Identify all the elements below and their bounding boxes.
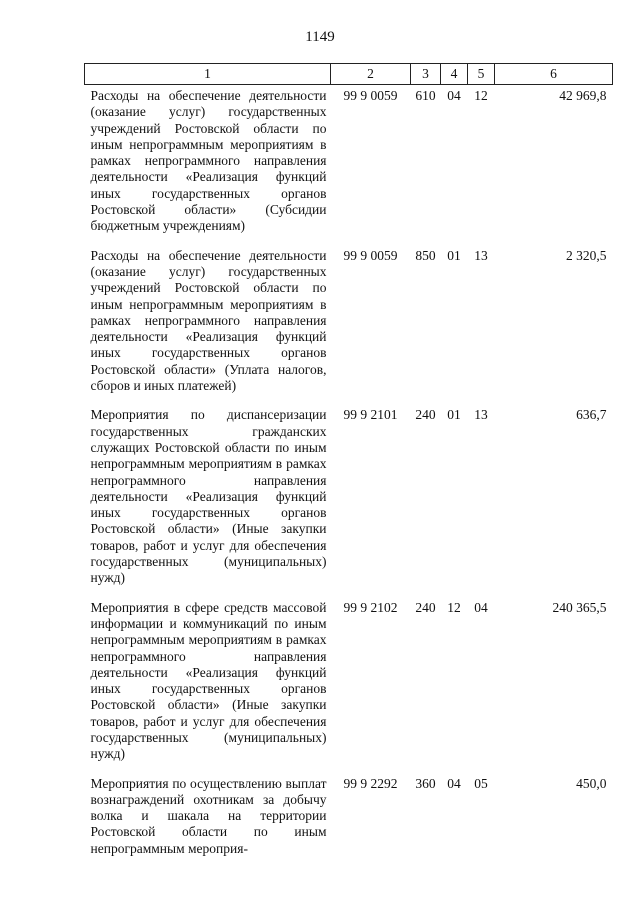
row-col3: 360 [415, 775, 436, 791]
row-col4: 01 [447, 407, 461, 423]
row-target-code: 99 9 2101 [343, 407, 398, 423]
table-row [85, 773, 613, 867]
row-amount: 240 365,5 [552, 599, 607, 615]
row-col5: 04 [474, 599, 488, 615]
row-target-code: 99 9 0059 [343, 88, 398, 103]
row-col4: 04 [447, 88, 461, 103]
table-row [85, 597, 613, 773]
row-col5: 05 [474, 775, 488, 791]
row-description: Мероприятия по осуществлению выплат вознаграждений охотникам за добычу волка и шакала на территории Ростовской области по иным непрограммным мероприя- [90, 775, 327, 856]
row-description: Расходы на обеспечение деятельности (оказание услуг) государственных учреждений Ростовской области по иным непрограммным мероприятиям в рамках непрограммного направления деятельности «Реализация функций иных государственных органов Ростовской области» (Субсидии бюджетным учреждениям) [90, 88, 327, 234]
budget-table [84, 63, 613, 867]
table-header-row [85, 64, 613, 85]
row-description: Мероприятия в сфере средств массовой информации и коммуникаций по иным непрограммным мероприятиям в рамках непрограммного направления деятельности «Реализация функций иных государственных органов Ростовской области» (Иные закупки товаров, работ и услуг для обеспечения государственных (муниципальных) нужд) [90, 599, 327, 762]
row-target-code: 99 9 2292 [343, 775, 398, 791]
row-col4: 01 [447, 247, 461, 263]
row-target-code: 99 9 2102 [343, 599, 398, 615]
row-col5: 12 [474, 88, 488, 103]
row-col3: 610 [415, 88, 436, 103]
column-header-2: 2 [331, 64, 411, 85]
row-col3: 240 [415, 599, 436, 615]
row-description: Расходы на обеспечение деятельности (оказание услуг) государственных учреждений Ростовской области по иным непрограммным мероприятиям в рамках непрограммного направления деятельности «Реализация функций иных государственных органов Ростовской области» (Уплата налогов, сборов и иных платежей) [90, 247, 327, 394]
page-number: 1149 [305, 29, 335, 45]
column-header-1: 1 [85, 64, 331, 85]
row-col5: 13 [474, 247, 488, 263]
row-col4: 04 [447, 775, 461, 791]
column-header-6: 6 [495, 64, 613, 85]
column-header-4: 4 [441, 64, 468, 85]
row-amount: 42 969,8 [559, 88, 607, 103]
column-header-3: 3 [411, 64, 441, 85]
row-amount: 2 320,5 [566, 247, 607, 263]
table-row [85, 404, 613, 596]
row-description: Мероприятия по диспансеризации государственных гражданских служащих Ростовской области по иным непрограммным мероприятиям в рамках непрограммного направления деятельности «Реализация функций иных государственных органов Ростовской области» (Иные закупки товаров, работ и услуг для обеспечения государственных (муниципальных) нужд) [90, 407, 327, 586]
row-col3: 240 [415, 407, 436, 423]
row-amount: 636,7 [576, 407, 607, 423]
column-header-5: 5 [468, 64, 495, 85]
row-amount: 450,0 [576, 775, 607, 791]
row-col3: 850 [415, 247, 436, 263]
row-col5: 13 [474, 407, 488, 423]
table-row [85, 245, 613, 405]
row-target-code: 99 9 0059 [343, 247, 398, 263]
table-row [85, 85, 613, 245]
row-col4: 12 [447, 599, 461, 615]
